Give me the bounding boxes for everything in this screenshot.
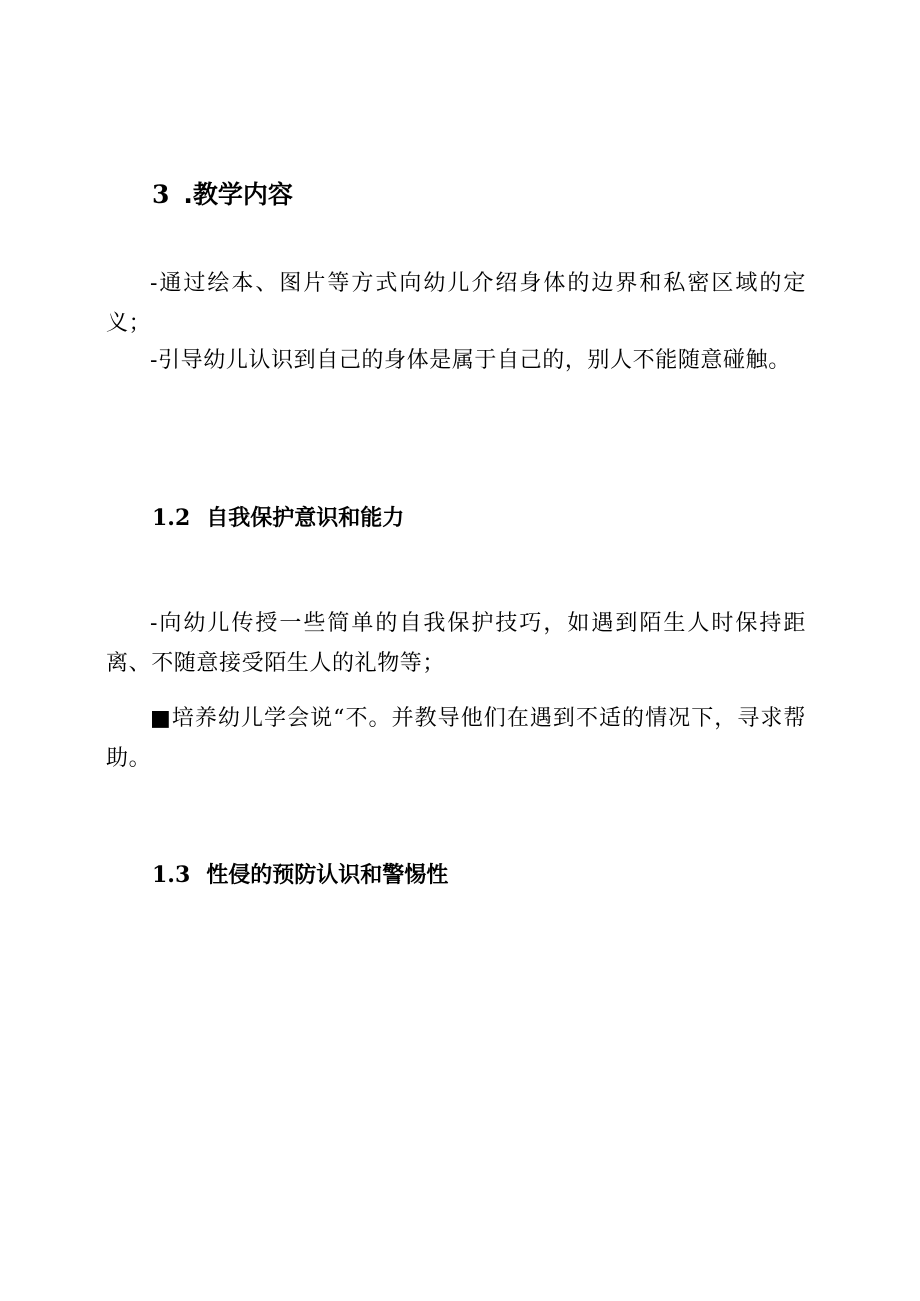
section-heading-self-protection [152,502,404,535]
section-number: 1.2 [152,505,191,531]
section-title: 性侵的预防认识和警惕性 [206,863,449,888]
section-number: 1.3 [152,862,191,888]
paragraph-say-no: ■培养幼儿学会说“不。并教导他们在遇到不适的情况下，寻求帮助。 [106,706,806,771]
section-heading-prevention [152,859,448,892]
paragraph-protection-skills: -向幼儿传授一些简单的自我保护技巧，如遇到陌生人时保持距离、不随意接受陌生人的礼物等； [106,611,806,676]
section-number: 3 [152,180,170,209]
section-title: 自我保护意识和能力 [206,506,405,531]
paragraph-body-boundaries: -通过绘本、图片等方式向幼儿介绍身体的边界和私密区域的定义； [106,271,806,336]
paragraph-own-body: -引导幼儿认识到自己的身体是属于自己的，别人不能随意碰触。 [150,348,791,373]
section-title: .教学内容 [183,180,293,209]
section-heading-teaching-content [152,177,293,213]
